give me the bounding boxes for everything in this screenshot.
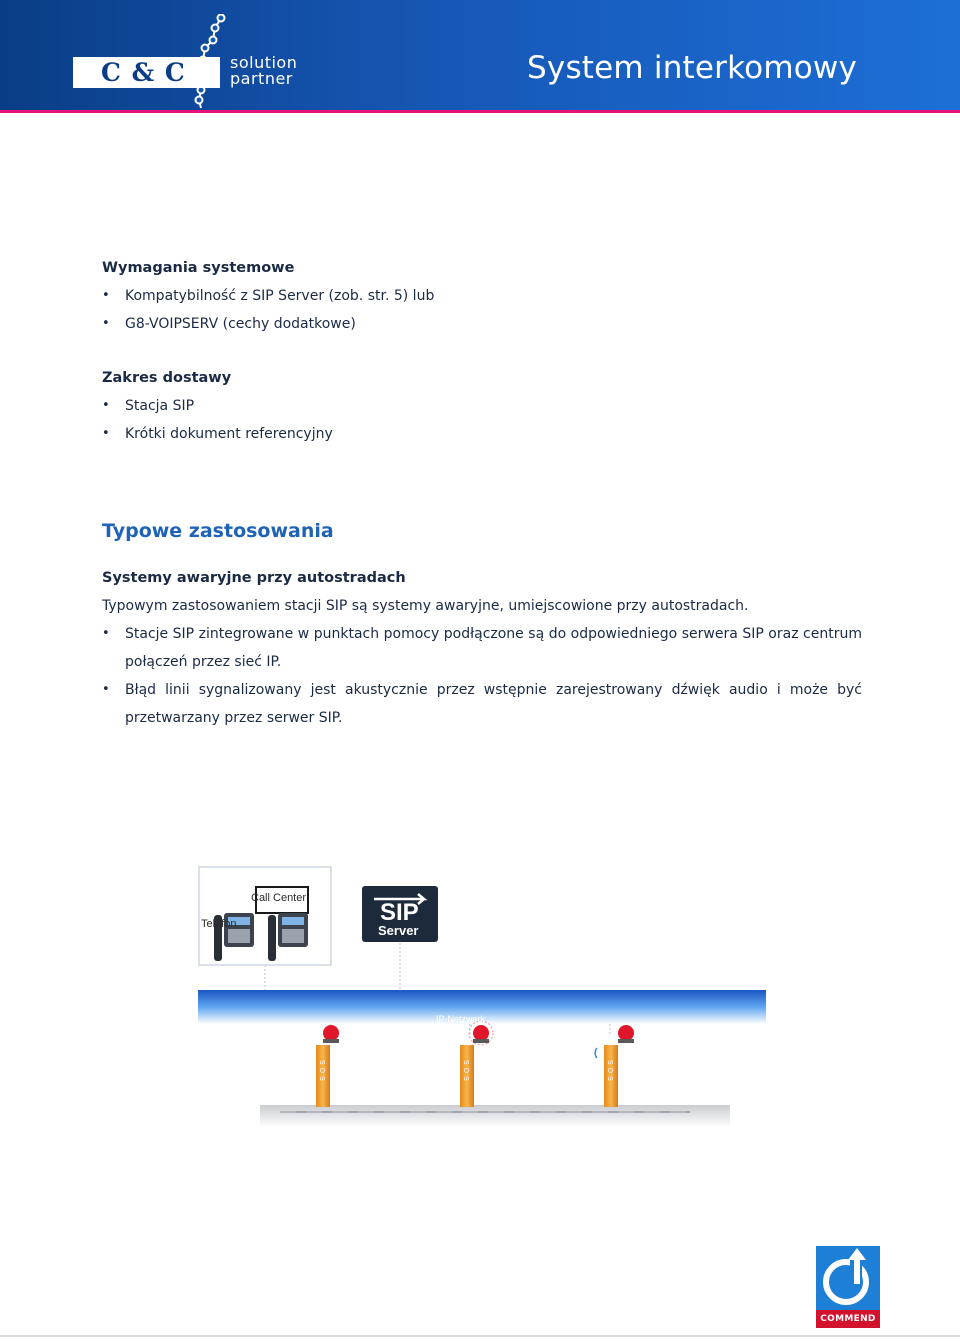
logo-tagline-line-2: partner: [230, 69, 293, 88]
phone-label: Telefon: [201, 918, 237, 930]
requirements-list: [102, 282, 862, 338]
subsection-heading: Systemy awaryjne przy autostradach: [102, 570, 406, 586]
footer-divider: [0, 1335, 960, 1337]
page-header: [0, 0, 960, 110]
company-logo: [73, 57, 220, 88]
applications-list: [102, 620, 862, 732]
sos-label: SOS: [606, 1060, 613, 1084]
header-divider: [0, 110, 960, 113]
requirements-heading: Wymagania systemowe: [102, 260, 295, 276]
network-diagram: [0, 855, 960, 1155]
sos-label: SOS: [318, 1060, 325, 1084]
network-diagram-graphic: [0, 855, 960, 1155]
sos-pillar-icon: [595, 1025, 634, 1107]
logo-tagline: [230, 55, 340, 87]
page-title: System interkomowy: [527, 50, 857, 86]
list-item: • Stacja SIP: [102, 392, 862, 420]
logo-text: C & C: [101, 58, 186, 87]
sos-label: SOS: [462, 1060, 469, 1084]
list-item: • G8-VOIPSERV (cechy dodatkowe): [102, 310, 862, 338]
sip-badge-label: SIP: [380, 899, 419, 926]
server-label: Server: [378, 923, 419, 938]
main-content: [102, 256, 862, 732]
call-center-label: Call Center: [251, 892, 307, 904]
network-label: IP-Netzwerk: [436, 1014, 486, 1024]
list-item: • Błąd linii sygnalizowany jest akustycznie przez wstępnie zarejestrowany dźwięk audio i może być przetwarzany przez serwer SIP.: [102, 676, 862, 732]
section-title: Typowe zastosowania: [102, 520, 334, 542]
intro-paragraph: Typowym zastosowaniem stacji SIP są systemy awaryjne, umiejscowione przy autostradach.: [102, 598, 749, 614]
commend-logo: [816, 1246, 880, 1328]
delivery-heading: Zakres dostawy: [102, 370, 232, 386]
delivery-list: [102, 392, 862, 448]
commend-brand: COMMEND: [820, 1314, 876, 1324]
logo-tagline-line-1: solution: [230, 53, 298, 72]
list-item: • Stacje SIP zintegrowane w punktach pomocy podłączone są do odpowiedniego serwera SIP oraz centrum połączeń przez sieć IP.: [102, 620, 862, 676]
list-item: • Krótki dokument referencyjny: [102, 420, 862, 448]
list-item: • Kompatybilność z SIP Server (zob. str. 5) lub: [102, 282, 862, 310]
